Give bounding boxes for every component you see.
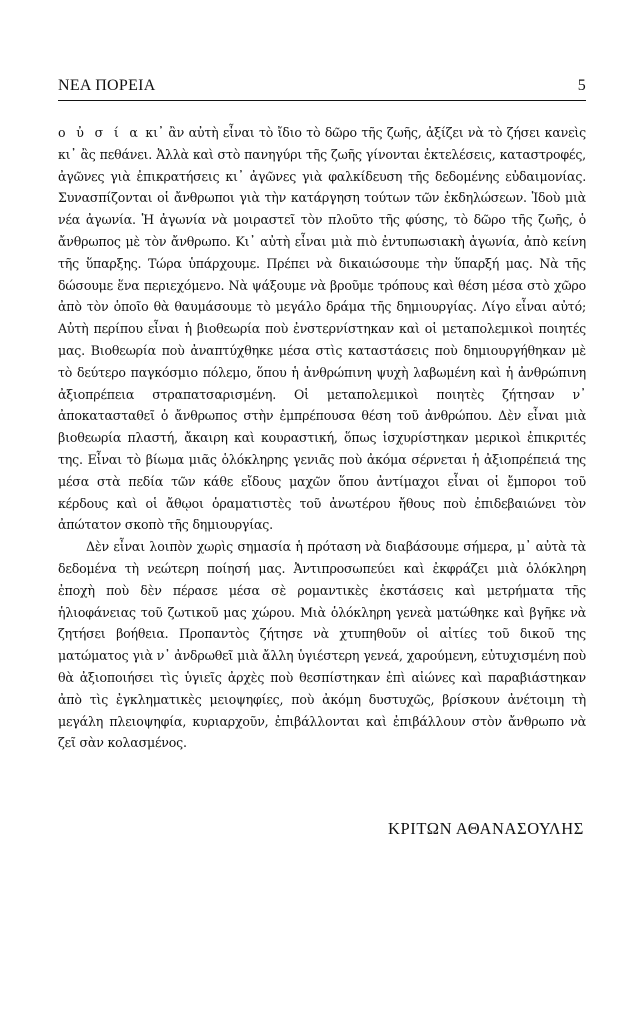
running-header	[58, 74, 586, 101]
article-body	[58, 122, 586, 754]
author-signature: ΚΡΙΤΩΝ ΑΘΑΝΑΣΟΥΛΗΣ	[387, 819, 584, 838]
first-word-spaced: ο ὐ σ ί α	[58, 125, 141, 140]
page-number: 5	[577, 77, 586, 94]
paragraph-2: Δὲν εἶναι λοιπὸν χωρὶς σημασία ἡ πρόταση νὰ διαβάσουμε σήμερα, μ᾽ αὐτὰ τὰ δεδομένα τὴ νεώτερη ποίησή μας. Ἀντιπροσωπεύει καὶ ἐκφράζει μιὰ ὁλόκληρη ἐποχὴ ποὺ δὲν πέρασε μέσα σὲ ρομαντικὲς ἐκστάσεις καὶ μετρήματα τῆς ἡλιοφάνειας τοῦ ζωτικοῦ μας χώρου. Μιὰ ὁλόκληρη γενεὰ ματώθηκε καὶ βγῆκε νὰ ζητήσει βοήθεια. Προπαντὸς ζήτησε νὰ χτυπηθοῦν οἱ αἰτίες τοῦ δικοῦ της ματώματος γιὰ ν᾽ ἀνδρωθεῖ μιὰ ἄλλη ὑγιέστερη γενεά, χαρούμενη, εὐτυχισμένη ποὺ θὰ ἀξιοποιήσει τὶς ὑγιεῖς ἀρχὲς ποὺ θεσπίστηκαν ἐπὶ αἰώνες καὶ παραβιάστηκαν ἀπὸ τὶς ἐγκληματικὲς μειοψηφίες, ποὺ ἀκόμη δυστυχῶς, βρίσκουν ἀνέτοιμη τὴ μεγάλη πλειοψηφία, κυριαρχοῦν, ἐπιβάλλονται καὶ ἐπιβάλλουν στὸν ἄνθρωπο νὰ ζεῖ σὰν κολασμένος.	[58, 539, 586, 751]
journal-title: ΝΕΑ ΠΟΡΕΙΑ	[58, 77, 156, 94]
paragraph-1-text: κι᾽ ἂν αὐτὴ εἶναι τὸ ἴδιο τὸ δῶρο τῆς ζωῆς, ἀξίζει νὰ τὸ ζήσει κανεὶς κι᾽ ἂς πεθάνει. Ἀλλὰ καὶ στὸ πανηγύρι τῆς ζωῆς γίνονται ἐκτελέσεις, καταστροφές, ἀγῶνες γιὰ ἐπικρατήσεις κι᾽ ἀγῶνες γιὰ φαλκίδευση τῆς δεδομένης εὐδαιμονίας. Συνασπίζονται οἱ ἄνθρωποι γιὰ τὴν κατάργηση τούτων τῶν ἐκδηλώσεων. Ἰδοὺ μιὰ νέα ἀγωνία. Ἡ ἀγωνία νὰ μοιραστεῖ τὸν πλοῦτο τῆς φύσης, τὸ δῶρο τῆς ζωῆς, ὁ ἄνθρωπος μὲ τὸν ἄνθρωπο. Κι᾽ αὐτὴ εἶναι μιὰ πιὸ ἐντυπωσιακὴ ἀγωνία, ἀπὸ κείνη τῆς ὕπαρξης. Τώρα ὑπάρχουμε. Πρέπει νὰ δικαιώσουμε τὴν ὕπαρξή μας. Νὰ τῆς δώσουμε ἕνα περιεχόμενο. Νὰ ψάξουμε νὰ βροῦμε τρόπους καὶ θέση μέσα στὸ χῶρο ἀπὸ τὸν ὁποῖο θὰ θαυμάσουμε τὸ μεγάλο δράμα τῆς δημιουργίας. Λίγο εἶναι αὐτό; Αὐτὴ περίπου εἶναι ἡ βιοθεωρία ποὺ ἐνστερνίστηκαν καὶ οἱ μεταπολεμικοὶ ποιητές μας. Βιοθεωρία ποὺ ἀναπτύχθηκε μέσα στὶς καταστάσεις ποὺ δημιουργήθηκαν μὲ τὸ δεύτερο παγκόσμιο πόλεμο, ὅπου ἡ ἀνθρώπινη ψυχὴ λαβωμένη καὶ ἡ ἀνθρώπινη ἀξιοπρέπεια στραπατσαρισμένη. Οἱ μεταπολεμικοὶ ποιητὲς ζήτησαν ν᾽ ἀποκατασταθεῖ ὁ ἄνθρωπος στὴν ἐμπρέπουσα θέση τοῦ ἀνθρώπου. Δὲν εἶναι μιὰ βιοθεωρία πλαστή, ἄκαιρη καὶ κουραστική, ὅπως ἰσχυρίστηκαν μερικοὶ ἐπικριτές της. Εἶναι τὸ βίωμα μιᾶς ὁλόκληρης γενιᾶς ποὺ ἀκόμα σέρνεται ἡ ἀξιοπρέπειά της μέσα στὰ πεδία τῶν κάθε εἴδους μαχῶν ὅπου ἀντίμαχοι εἶναι οἱ ἔμποροι τοῦ κέρδους καὶ οἱ ἄθῳοι ὁραματιστὲς τοῦ ἀνωτέρου ἤθους ποὺ ἐπιδεβαιώνει τὸν ἀπώτατον σκοπὸ τῆς δημιουργίας.	[58, 125, 586, 533]
paragraph-1	[58, 122, 586, 536]
